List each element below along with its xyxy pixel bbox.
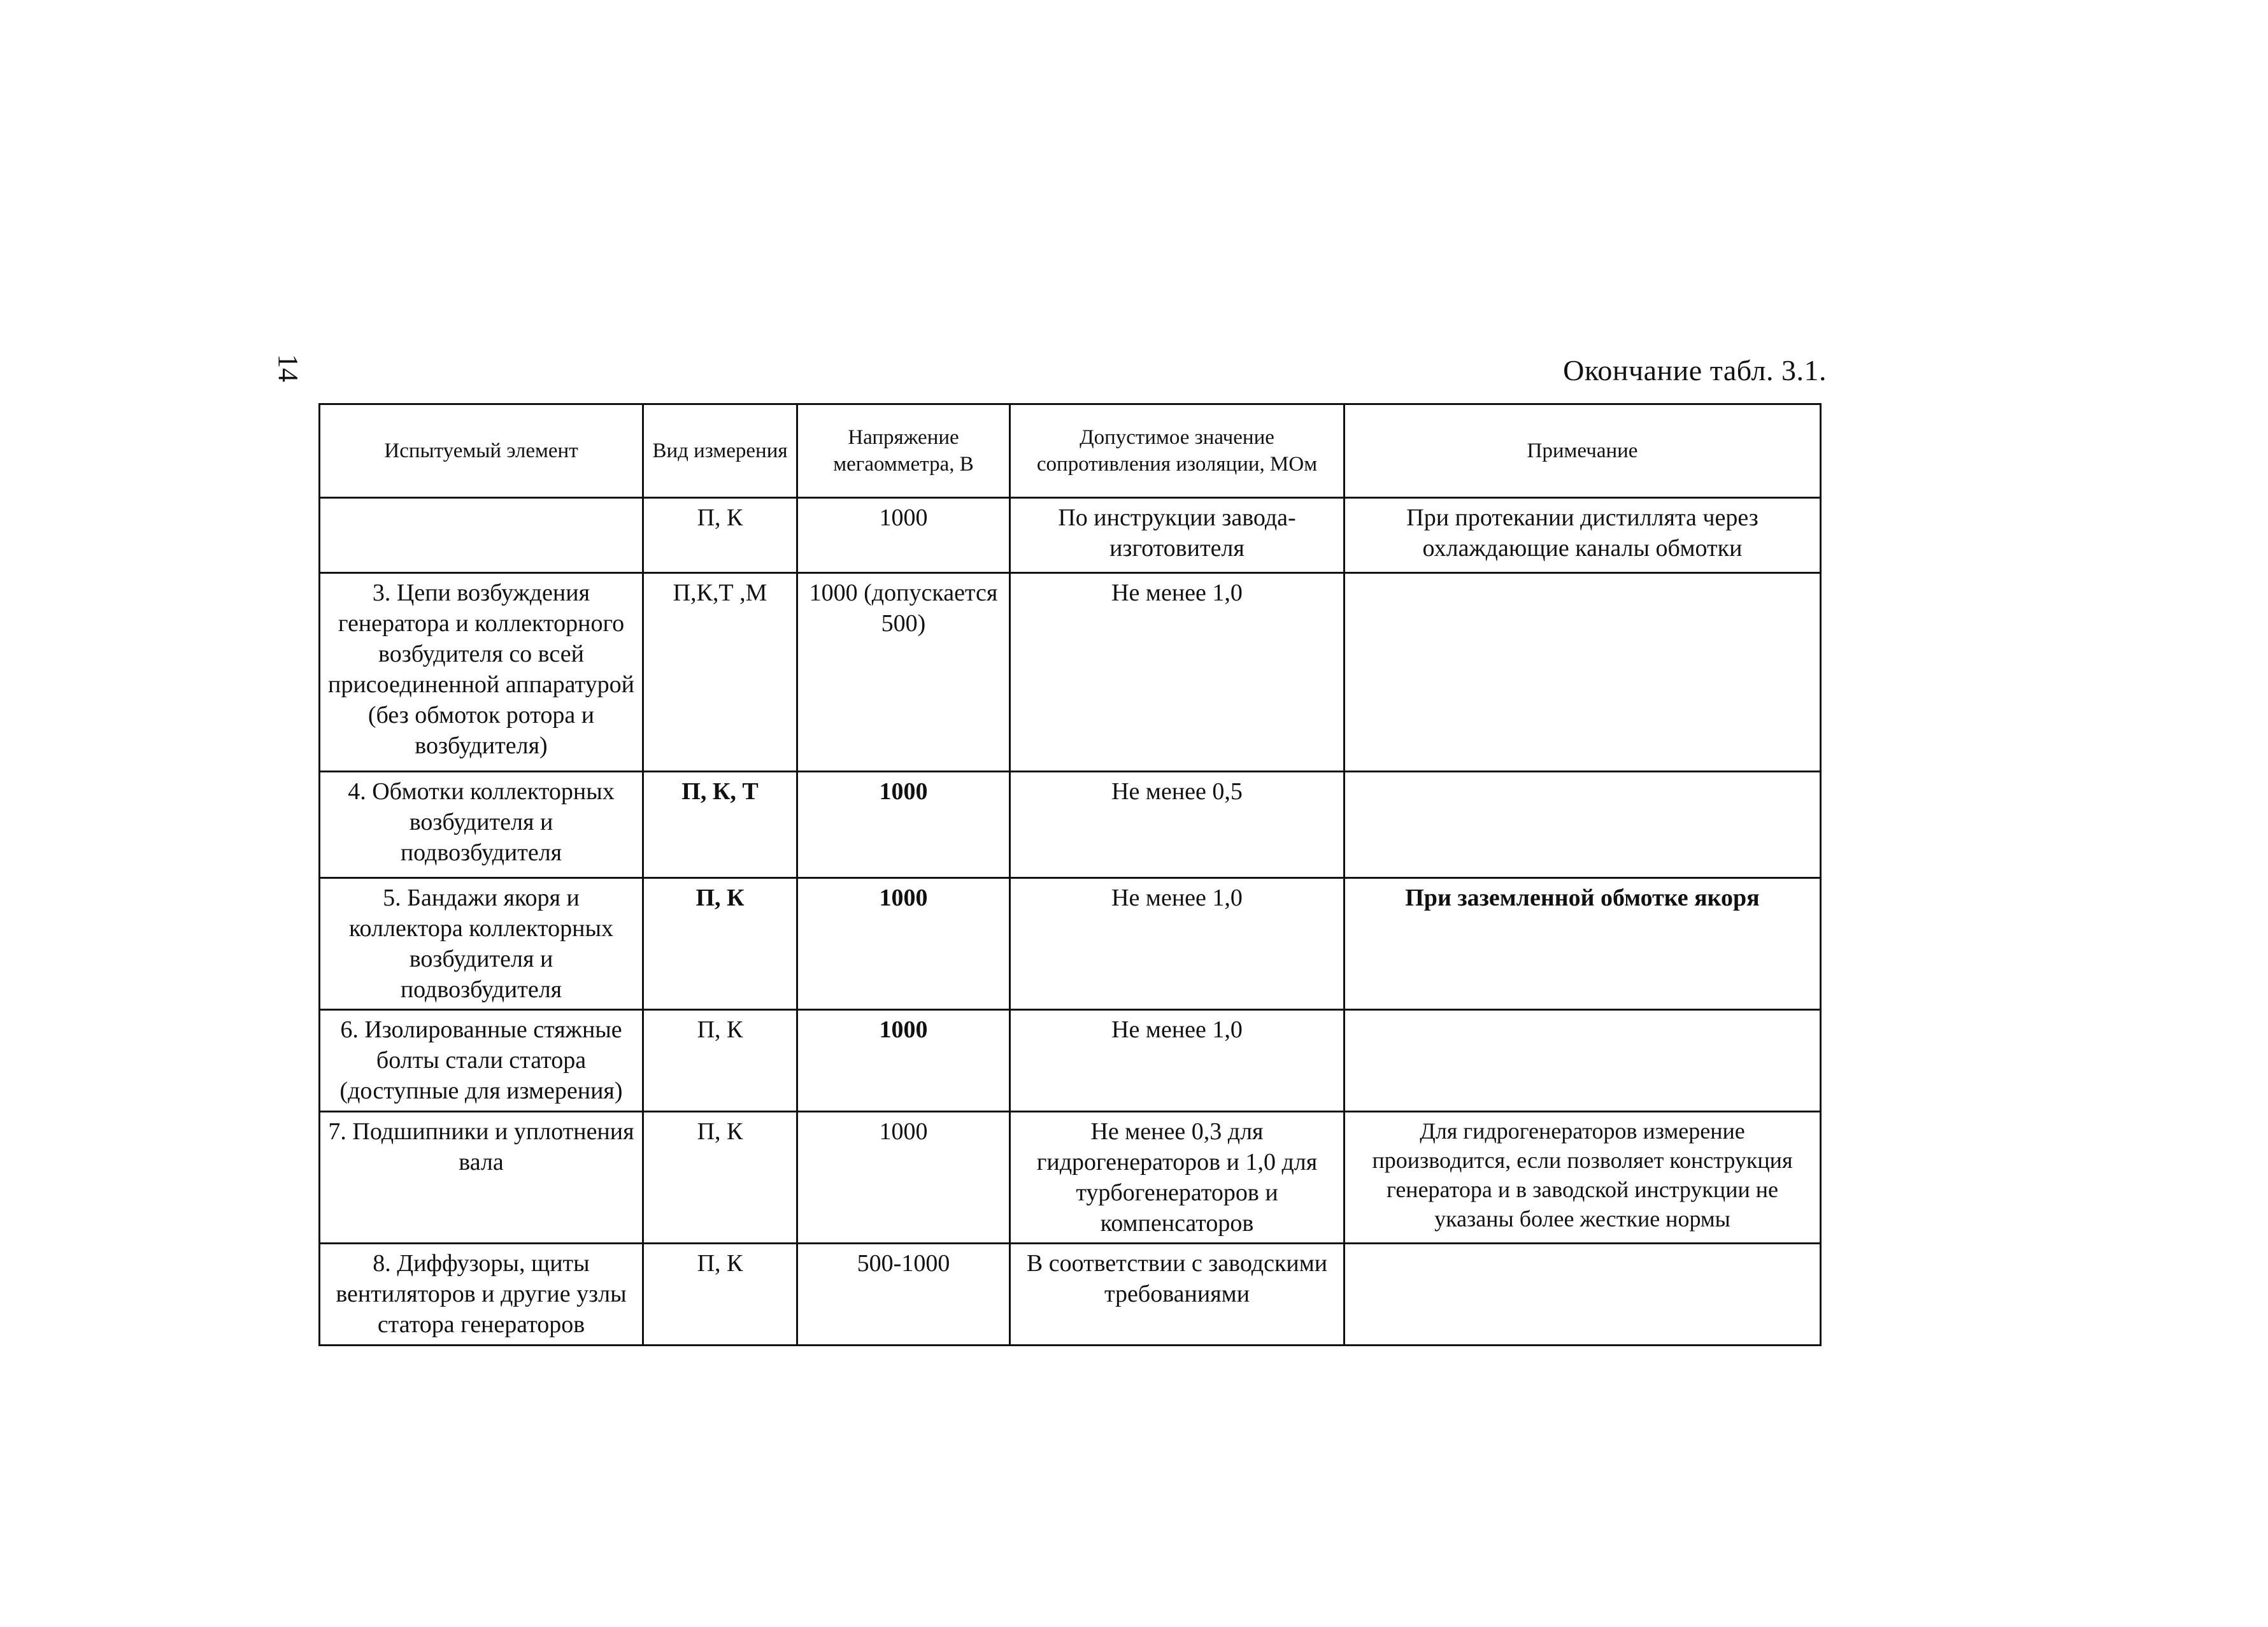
table-row xyxy=(320,1244,1821,1346)
cell-voltage: 1000 xyxy=(797,772,1010,878)
cell-voltage: 1000 xyxy=(797,498,1010,573)
cell-measurement-type: П, К xyxy=(643,498,797,573)
cell-element xyxy=(320,498,643,573)
cell-note xyxy=(1344,573,1821,772)
cell-element: 7. Подшипники и уплотнения вала xyxy=(320,1112,643,1244)
cell-note xyxy=(1344,772,1821,878)
table-row xyxy=(320,498,1821,573)
header-measurement-type: Вид измерения xyxy=(643,404,797,498)
cell-note: Для гидрогенераторов измерение производится, если позволяет конструкция генератора и в заводской инструкции не указаны более жесткие нормы xyxy=(1344,1112,1821,1244)
table-caption: Окончание табл. 3.1. xyxy=(1563,354,1827,387)
cell-measurement-type: П, К xyxy=(643,1010,797,1112)
header-megohmmeter-voltage: Напряжение мегаомметра, В xyxy=(797,404,1010,498)
cell-allowed-value: Не менее 0,5 xyxy=(1010,772,1344,878)
cell-note: При заземленной обмотке якоря xyxy=(1344,878,1821,1010)
cell-note xyxy=(1344,1244,1821,1346)
insulation-resistance-table xyxy=(318,403,1822,1346)
cell-measurement-type: П, К, Т xyxy=(643,772,797,878)
cell-allowed-value: Не менее 1,0 xyxy=(1010,573,1344,772)
cell-element: 6. Изолированные стяжные болты стали статора (доступные для измерения) xyxy=(320,1010,643,1112)
cell-voltage: 1000 xyxy=(797,878,1010,1010)
cell-voltage: 1000 xyxy=(797,1112,1010,1244)
table-row xyxy=(320,1010,1821,1112)
header-tested-element: Испытуемый элемент xyxy=(320,404,643,498)
cell-voltage: 1000 xyxy=(797,1010,1010,1112)
table-row xyxy=(320,878,1821,1010)
header-allowed-resistance: Допустимое значение сопротивления изоляции, МОм xyxy=(1010,404,1344,498)
cell-allowed-value: Не менее 1,0 xyxy=(1010,878,1344,1010)
cell-measurement-type: П, К xyxy=(643,1112,797,1244)
cell-allowed-value: По инструкции завода-изготовителя xyxy=(1010,498,1344,573)
cell-voltage: 1000 (допускается 500) xyxy=(797,573,1010,772)
cell-voltage: 500-1000 xyxy=(797,1244,1010,1346)
cell-element: 3. Цепи возбуждения генератора и коллекторного возбудителя со всей присоединенной аппаратурой (без обмоток ротора и возбудителя) xyxy=(320,573,643,772)
page-number: 14 xyxy=(273,354,304,382)
cell-allowed-value: В соответствии с заводскими требованиями xyxy=(1010,1244,1344,1346)
cell-measurement-type: П, К xyxy=(643,878,797,1010)
cell-element: 5. Бандажи якоря и коллектора коллекторных возбудителя и подвозбудителя xyxy=(320,878,643,1010)
cell-element: 4. Обмотки коллекторных возбудителя и подвозбудителя xyxy=(320,772,643,878)
table-header-row xyxy=(320,404,1821,498)
cell-note xyxy=(1344,1010,1821,1112)
cell-measurement-type: П, К xyxy=(643,1244,797,1346)
cell-element: 8. Диффузоры, щиты вентиляторов и другие узлы статора генераторов xyxy=(320,1244,643,1346)
table-row xyxy=(320,1112,1821,1244)
table-row xyxy=(320,573,1821,772)
cell-measurement-type: П,К,Т ,М xyxy=(643,573,797,772)
cell-allowed-value: Не менее 0,3 для гидрогенераторов и 1,0 для турбогенераторов и компенсаторов xyxy=(1010,1112,1344,1244)
header-note: Примечание xyxy=(1344,404,1821,498)
cell-note: При протекании дистиллята через охлаждающие каналы обмотки xyxy=(1344,498,1821,573)
cell-allowed-value: Не менее 1,0 xyxy=(1010,1010,1344,1112)
table-row xyxy=(320,772,1821,878)
